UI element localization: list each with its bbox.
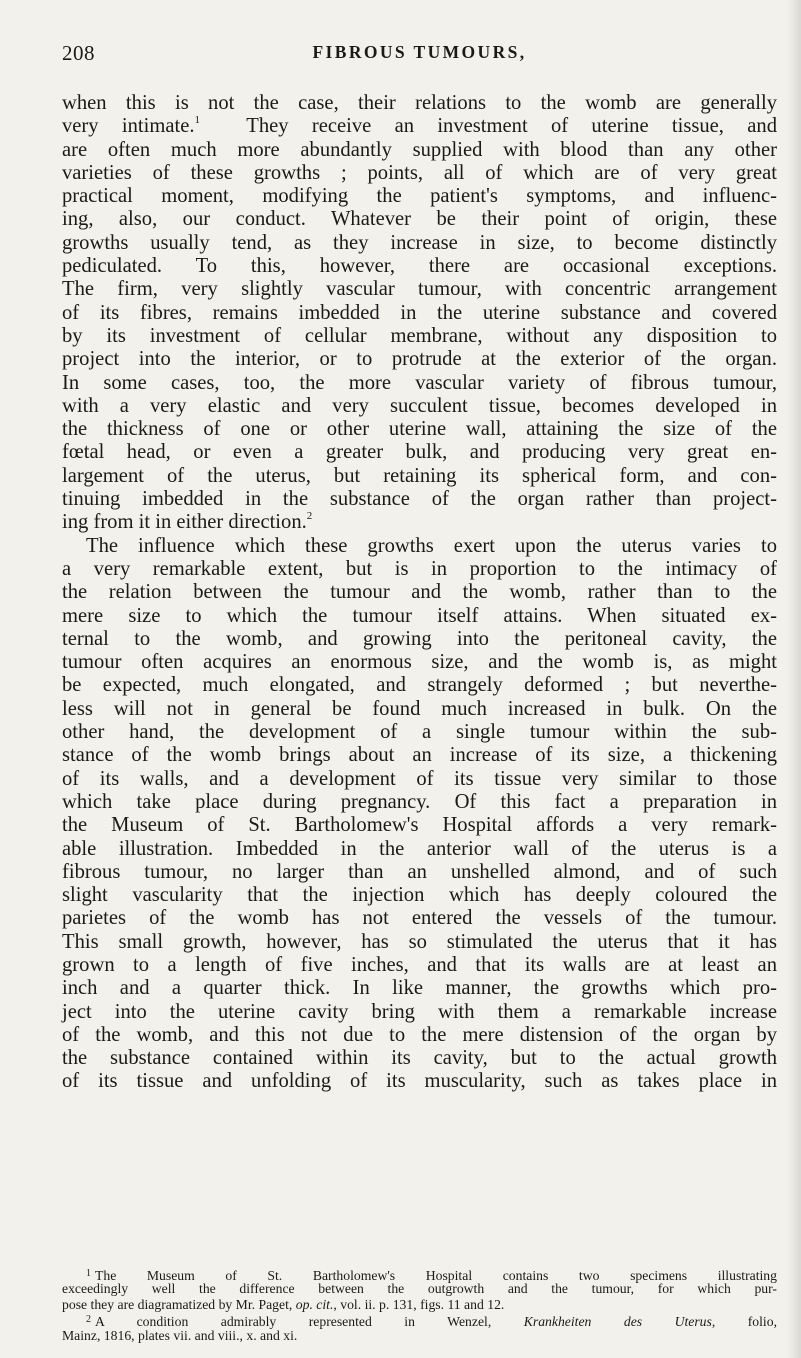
footnote-line bbox=[62, 1297, 777, 1312]
text-line: the relation between the tumour and the womb, rather than to the bbox=[62, 581, 777, 604]
footnote-2 bbox=[62, 1312, 778, 1330]
footnote-marker: 2 bbox=[86, 1314, 91, 1326]
text-line: are often much more abundantly supplied with blood than any other bbox=[62, 138, 777, 161]
footnote-text: pose they are diagramatized by Mr. Paget, bbox=[62, 1296, 293, 1312]
text-line: fibrous tumour, no larger than an unshelled almond, and of such bbox=[62, 860, 777, 883]
text-line: fœtal head, or even a greater bulk, and producing very great en- bbox=[62, 441, 777, 464]
page-number: 208 bbox=[62, 41, 95, 65]
footnote-marker: 1 bbox=[86, 1268, 91, 1279]
footnote-text: The Museum of St. Bartholomew's Hospital contains two specimens illustrating bbox=[95, 1268, 777, 1283]
text-line: ject into the uterine cavity bring with them a remarkable increase bbox=[62, 1000, 777, 1023]
footnote-line: exceedingly well the difference between the outgrowth and the tumour, for which pur- bbox=[62, 1281, 777, 1297]
text-line: other hand, the development of a single tumour within the sub- bbox=[62, 721, 777, 744]
footnote-text: , folio, bbox=[711, 1314, 778, 1330]
text-line: This small growth, however, has so stimulated the uterus that it has bbox=[62, 930, 777, 953]
text-line-part: ing from it in either direction. bbox=[62, 511, 307, 534]
text-line: of its walls, and a development of its tissue very similar to those bbox=[62, 767, 777, 790]
text-line: tumour often acquires an enormous size, and the womb is, as might bbox=[62, 651, 777, 674]
text-line: a very remarkable extent, but is in proportion to the intimacy of bbox=[62, 557, 777, 580]
text-line: The firm, very slightly vascular tumour, with concentric arrangement bbox=[62, 278, 777, 301]
text-line: largement of the uterus, but retaining its spherical form, and con- bbox=[62, 464, 777, 487]
footnote-text: A condition admirably represented in Wenzel, bbox=[95, 1314, 492, 1330]
text-line: which take place during pregnancy. Of this fact a preparation in bbox=[62, 790, 777, 813]
text-line bbox=[62, 115, 777, 138]
text-line: with a very elastic and very succulent tissue, becomes developed in bbox=[62, 394, 777, 417]
text-line: ing, also, our conduct. Whatever be their point of origin, these bbox=[62, 208, 777, 231]
text-line-part: very intimate. bbox=[62, 115, 195, 138]
text-line: project into the interior, or to protrude at the exterior of the organ. bbox=[62, 348, 777, 371]
text-line: of the womb, and this not due to the mere distension of the organ by bbox=[62, 1023, 777, 1046]
text-line: slight vascularity that the injection which has deeply coloured the bbox=[62, 884, 777, 907]
footnote-line: Mainz, 1816, plates vii. and viii., x. and xi. bbox=[62, 1327, 298, 1343]
text-line bbox=[62, 511, 777, 534]
text-line: of its fibres, remains imbedded in the uterine substance and covered bbox=[62, 301, 777, 324]
text-line: growths usually tend, as they increase in size, to become distinctly bbox=[62, 231, 777, 254]
text-line: ternal to the womb, and growing into the peritoneal cavity, the bbox=[62, 627, 777, 650]
page-header bbox=[62, 41, 777, 71]
text-line: when this is not the case, their relations to the womb are generally bbox=[62, 92, 777, 114]
text-line: the thickness of one or other uterine wall, attaining the size of the bbox=[62, 418, 777, 441]
text-line: The influence which these growths exert upon the uterus varies to bbox=[86, 534, 777, 557]
body-text bbox=[62, 92, 777, 1094]
text-line: grown to a length of five inches, and that its walls are at least an bbox=[62, 953, 777, 976]
running-head: FIBROUS TUMOURS, bbox=[312, 42, 527, 62]
text-line: In some cases, too, the more vascular variety of fibrous tumour, bbox=[62, 371, 777, 394]
footnote-citation: op. cit. bbox=[295, 1296, 334, 1312]
text-line: of its tissue and unfolding of its muscularity, such as takes place in bbox=[62, 1070, 777, 1093]
text-line: parietes of the womb has not entered the vessels of the tumour. bbox=[62, 907, 777, 930]
text-line: able illustration. Imbedded in the anterior wall of the uterus is a bbox=[62, 837, 777, 860]
text-line: be expected, much elongated, and strangely deformed ; but neverthe- bbox=[62, 674, 777, 697]
text-line: less will not in general be found much increased in bulk. On the bbox=[62, 697, 777, 720]
text-line: inch and a quarter thick. In like manner, the growths which pro- bbox=[62, 977, 777, 1000]
footnote-citation: Krankheiten des Uterus bbox=[523, 1314, 712, 1330]
text-line: stance of the womb brings about an increase of its size, a thickening bbox=[62, 744, 777, 767]
footnote-ref: 2 bbox=[306, 510, 313, 523]
footnote-1 bbox=[62, 1266, 777, 1281]
text-line: tinuing imbedded in the substance of the organ rather than project- bbox=[62, 488, 777, 511]
text-line-part: They receive an investment of uterine tissue, and bbox=[246, 115, 777, 138]
text-line: the substance contained within its cavity, but to the actual growth bbox=[62, 1047, 777, 1070]
text-line: practical moment, modifying the patient's symptoms, and influenc- bbox=[62, 185, 777, 208]
text-line: the Museum of St. Bartholomew's Hospital affords a very remark- bbox=[62, 814, 777, 837]
text-line: mere size to which the tumour itself attains. When situated ex- bbox=[62, 604, 777, 627]
footnote-text: , vol. ii. p. 131, figs. 11 and 12. bbox=[333, 1296, 505, 1312]
page-edge-shadow bbox=[787, 0, 801, 1358]
text-line: by its investment of cellular membrane, without any disposition to bbox=[62, 324, 777, 347]
footnotes bbox=[62, 1266, 777, 1343]
footnote-ref: 1 bbox=[194, 114, 201, 127]
text-line: varieties of these growths ; points, all of which are of very great bbox=[62, 161, 777, 184]
text-line: pediculated. To this, however, there are occasional exceptions. bbox=[62, 255, 777, 278]
